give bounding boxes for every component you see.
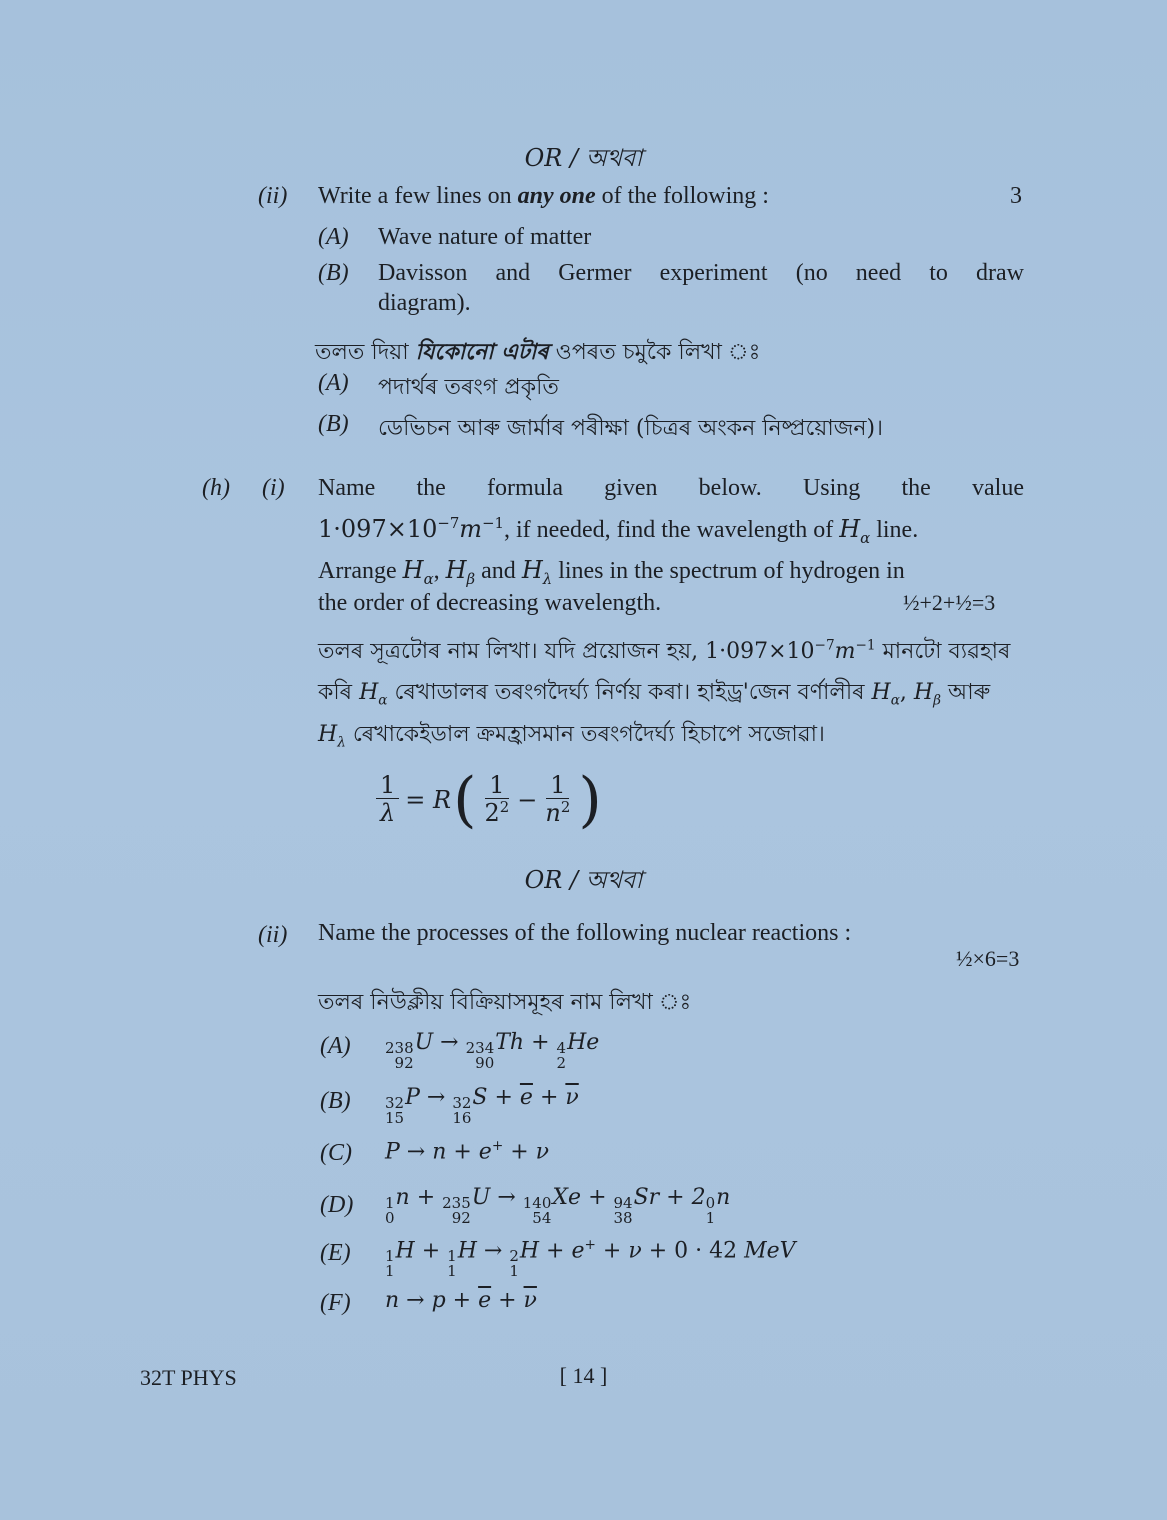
question-number-i: (i) bbox=[262, 475, 285, 501]
reaction-label: (D) bbox=[320, 1192, 354, 1218]
question-number-ii-a: (ii) bbox=[258, 183, 288, 209]
reaction-f: $n \to p + \overline{e} + \overline{\nu}$ bbox=[385, 1288, 537, 1313]
question-ii-b-assamese: তলৰ নিউক্লীয় বিক্ৰিয়াসমূহৰ নাম লিখা ঃ bbox=[318, 990, 692, 1015]
option-text-assamese: পদাৰ্থৰ তৰংগ প্ৰকৃতি bbox=[378, 375, 559, 400]
option-label: (A) bbox=[318, 370, 349, 396]
question-h-line3: Arrange $H_\alpha$, $H_\beta$ and $H_\lambda$ lines in the spectrum of hydrogen in bbox=[318, 556, 905, 588]
question-number-ii-b: (ii) bbox=[258, 922, 288, 948]
question-h-line4: the order of decreasing wavelength. bbox=[318, 590, 662, 616]
formula-term1: $\frac{1}{2^2}$ bbox=[484, 770, 510, 828]
question-h-assamese-line2: কৰি $H_\alpha$ ৰেখাডালৰ তৰংগদৈৰ্ঘ্য নিৰ্ণয় কৰা। হাইড্ৰ'জেন বৰ্ণালীৰ $H_\alpha$, $H_\beta$ আৰু bbox=[318, 680, 991, 709]
question-ii-a-marks: 3 bbox=[1010, 183, 1022, 209]
option-text-assamese: ডেভিচন আৰু জাৰ্মাৰ পৰীক্ষা (চিত্ৰৰ অংকন নিষ্প্ৰয়োজন)। bbox=[378, 416, 883, 441]
reaction-label: (A) bbox=[320, 1033, 351, 1059]
question-ii-b-text: Name the processes of the following nuclear reactions : bbox=[318, 920, 852, 946]
reaction-label: (F) bbox=[320, 1290, 351, 1316]
question-ii-b-marks: ½×6=3 bbox=[956, 946, 1020, 971]
option-text: Davisson and Germer experiment (no need to draw bbox=[378, 260, 1024, 286]
option-text-cont: diagram). bbox=[378, 290, 471, 316]
footer-page-number: [ 14 ] bbox=[559, 1363, 608, 1388]
question-h-assamese-line3: $H_\lambda$ ৰেখাকেইডাল ক্ৰমহ্ৰাসমান তৰংগদৈৰ্ঘ্য হিচাপে সজোৱা। bbox=[318, 722, 825, 751]
reaction-d: 1 0 n + 235 92 U → 140 54 Xe + 94 38 Sr + 2 0 1 n bbox=[385, 1185, 731, 1227]
footer-paper-code: 32T PHYS bbox=[140, 1365, 237, 1390]
rydberg-formula: $\frac{1}{\lambda}$ = R ( $\frac{1}{2^2}$ − $\frac{1}{n^2}$ ) bbox=[372, 770, 602, 830]
or-divider-middle: OR / অথবা bbox=[524, 866, 643, 894]
or-divider-top: OR / অথবা bbox=[524, 144, 643, 172]
assamese-instruction: তলত দিয়া যিকোনো এটাৰ ওপৰত চমুকৈ লিখা ঃ bbox=[315, 339, 761, 365]
question-h-line2: $1\cdot 097\times 10^{-7}m^{-1}$, if needed, find the wavelength of $H_\alpha$ line. bbox=[318, 514, 919, 547]
formula-term2: $\frac{1}{n^2}$ bbox=[545, 770, 571, 828]
reaction-c: P → n + e+ + ν bbox=[385, 1138, 550, 1165]
option-label: (B) bbox=[318, 411, 349, 437]
reaction-label: (C) bbox=[320, 1140, 352, 1166]
option-text: Wave nature of matter bbox=[378, 224, 592, 250]
reaction-b: 32 15 P → 32 16 $S + \overline{e} + \overline{\nu}$ bbox=[385, 1085, 579, 1127]
option-label: (B) bbox=[318, 260, 349, 286]
section-number-h: (h) bbox=[202, 475, 230, 501]
question-h-marks: ½+2+½=3 bbox=[903, 590, 996, 615]
question-ii-a-text: Write a few lines on any one of the following : bbox=[318, 183, 769, 209]
formula-lhs: $\frac{1}{\lambda}$ bbox=[376, 772, 399, 828]
option-label: (A) bbox=[318, 224, 349, 250]
reaction-e: 1 1 H + 1 1 H → 2 1 H + e+ + ν + 0 · 42 MeV bbox=[385, 1237, 796, 1281]
reaction-label: (B) bbox=[320, 1088, 351, 1114]
reaction-a: 238 92 U → 234 90 Th + 4 2 He bbox=[385, 1030, 600, 1072]
question-h-assamese-line1: তলৰ সূত্ৰটোৰ নাম লিখা। যদি প্ৰয়োজন হয়, $1\cdot 097\times 10^{-7}m^{-1}$ মানটো ব্যৱহাৰ bbox=[318, 637, 1011, 664]
reaction-label: (E) bbox=[320, 1240, 351, 1266]
question-h-line1: Name the formula given below. Using the value bbox=[318, 475, 1024, 501]
